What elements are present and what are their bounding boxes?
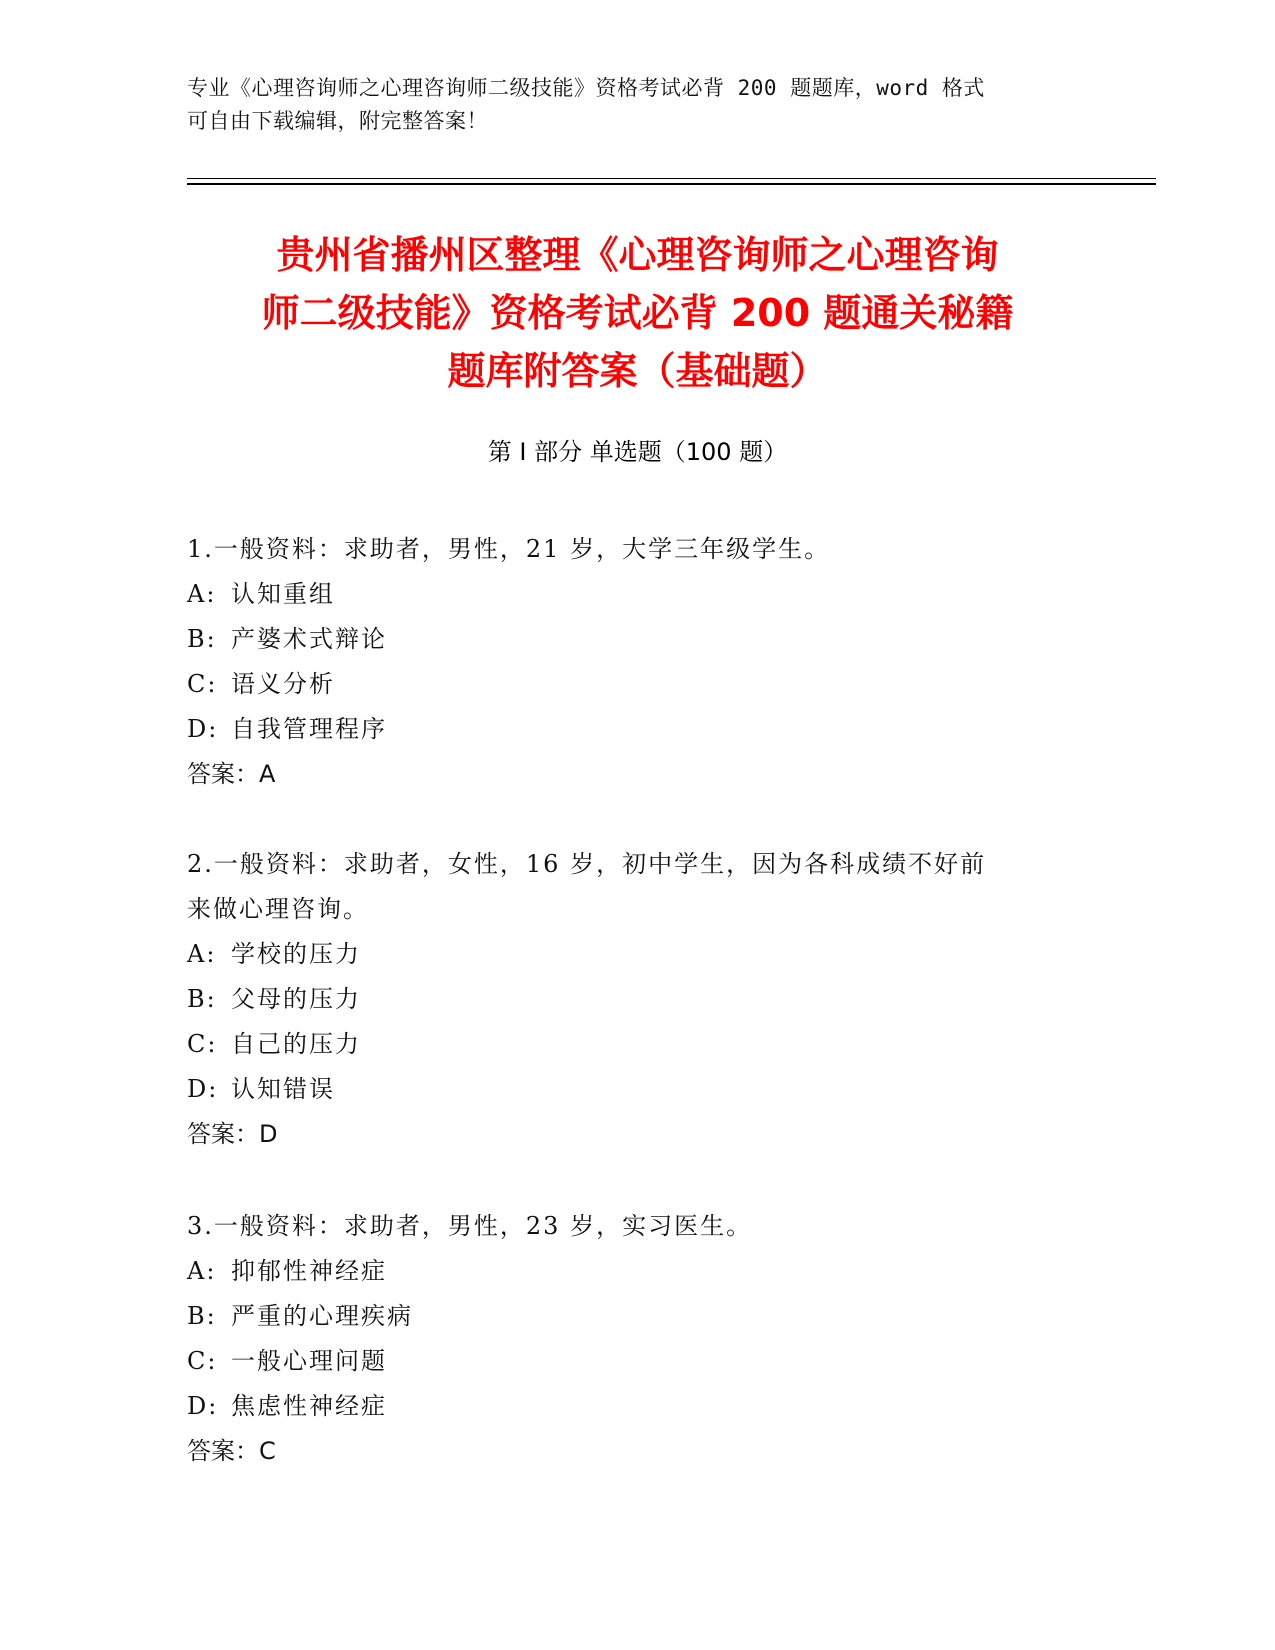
option-key: D:	[187, 1392, 219, 1420]
option-b	[187, 977, 1067, 1022]
option-key: D:	[187, 1075, 219, 1103]
option-key: C:	[187, 1347, 218, 1375]
header-note-line-1: 专业《心理咨询师之心理咨询师二级技能》资格考试必背 200 题题库，word 格式	[187, 76, 985, 100]
option-text: 认知重组	[231, 580, 335, 608]
question-stem-continued: 来做心理咨询。	[187, 895, 369, 923]
option-text: 自己的压力	[231, 1030, 361, 1058]
option-text: 严重的心理疾病	[231, 1302, 413, 1330]
option-a	[187, 572, 1067, 617]
document-title-line-1: 贵州省播州区整理《心理咨询师之心理咨询	[276, 233, 999, 277]
option-text: 一般心理问题	[231, 1347, 387, 1375]
question-1	[187, 527, 1067, 797]
header-divider-thin	[187, 178, 1156, 179]
option-text: 语义分析	[231, 670, 335, 698]
question-3	[187, 1204, 1067, 1474]
option-a	[187, 1249, 1067, 1294]
option-b	[187, 1294, 1067, 1339]
section-title: 第 I 部分 单选题（100 题）	[487, 438, 788, 466]
option-d	[187, 1067, 1067, 1112]
header-divider-thick	[187, 183, 1156, 185]
option-text: 焦虑性神经症	[231, 1392, 387, 1420]
answer-line: 答案：D	[187, 1120, 278, 1148]
option-key: D:	[187, 715, 219, 743]
option-key: C:	[187, 1030, 218, 1058]
question-2	[187, 842, 1067, 1157]
option-text: 产婆术式辩论	[231, 625, 387, 653]
option-text: 抑郁性神经症	[231, 1257, 387, 1285]
option-key: A:	[187, 940, 217, 968]
question-stem: 3.一般资料：求助者，男性，23 岁，实习医生。	[187, 1212, 753, 1240]
option-key: B:	[187, 985, 217, 1013]
document-title	[150, 226, 1125, 400]
option-c	[187, 1339, 1067, 1384]
document-title-line-2: 师二级技能》资格考试必背 200 题通关秘籍	[261, 291, 1014, 335]
option-d	[187, 707, 1067, 752]
document-title-line-3: 题库附答案（基础题）	[447, 349, 828, 393]
question-stem: 2.一般资料：求助者，女性，16 岁，初中学生，因为各科成绩不好前	[187, 850, 987, 878]
header-note-line-2: 可自由下载编辑，附完整答案！	[187, 109, 488, 133]
option-b	[187, 617, 1067, 662]
option-c	[187, 1022, 1067, 1067]
option-key: B:	[187, 625, 217, 653]
option-a	[187, 932, 1067, 977]
option-key: A:	[187, 1257, 217, 1285]
option-key: B:	[187, 1302, 217, 1330]
option-key: C:	[187, 670, 218, 698]
option-c	[187, 662, 1067, 707]
header-note	[187, 72, 1067, 138]
answer-line: 答案：C	[187, 1437, 276, 1465]
option-text: 认知错误	[231, 1075, 335, 1103]
option-d	[187, 1384, 1067, 1429]
option-text: 自我管理程序	[231, 715, 387, 743]
answer-line: 答案：A	[187, 760, 276, 788]
option-text: 学校的压力	[231, 940, 361, 968]
option-text: 父母的压力	[231, 985, 361, 1013]
option-key: A:	[187, 580, 217, 608]
question-stem: 1.一般资料：求助者，男性，21 岁，大学三年级学生。	[187, 535, 831, 563]
